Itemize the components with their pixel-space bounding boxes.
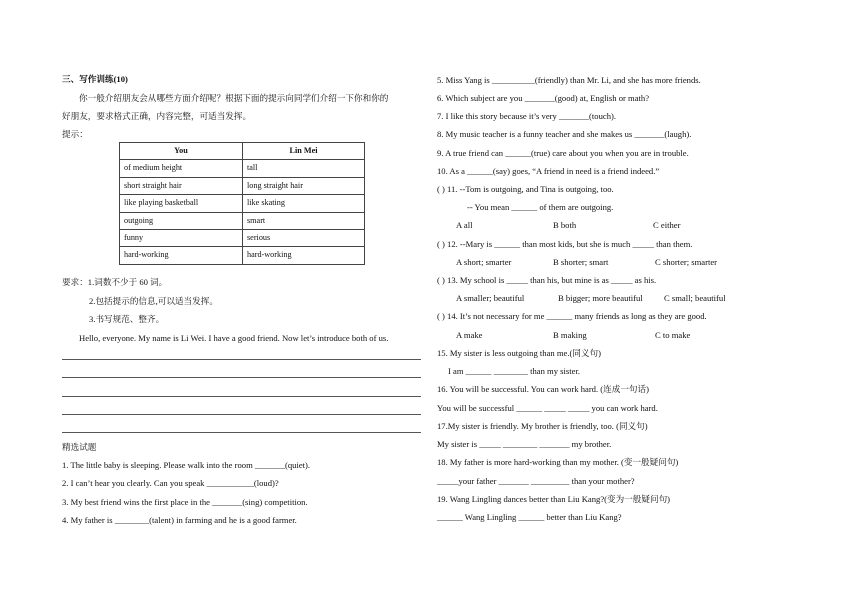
requirement-2: 2.包括提示的信息,可以适当发挥。 [89,296,218,306]
table-cell: serious [243,229,365,246]
writing-line[interactable] [62,359,421,360]
question-7: 7. I like this story because it’s very _______(touch). [437,111,616,121]
question-13: ( ) 13. My school is _____ than his, but mine is as _____ as his. [437,275,657,285]
option-b: B bigger; more beautiful [558,293,643,303]
writing-line[interactable] [62,414,421,415]
table-row [120,177,365,194]
writing-line[interactable] [62,432,421,433]
question-11-line-2: -- You mean ______ of them are outgoing. [467,202,614,212]
table-cell: short straight hair [120,177,243,194]
prompt-line-1: 你一般介绍朋友会从哪些方面介绍呢？根据下面的提示向同学们介绍一下你和你的 [79,93,389,103]
table-cell: outgoing [120,212,243,229]
question-17: 17.My sister is friendly. My brother is friendly, too. (同义句) [437,421,648,431]
table-cell: like playing basketball [120,195,243,212]
question-16: 16. You will be successful. You can work hard. (连成一句话) [437,384,649,394]
option-c: C to make [655,330,691,340]
table-header-lin-mei: Lin Mei [243,143,365,160]
question-17-answer-line: My sister is _____ ________ _______ my brother. [437,439,612,449]
question-2: 2. I can’t hear you clearly. Can you speak ___________(loud)? [62,478,279,488]
table-header-you: You [120,143,243,160]
table-cell: tall [243,160,365,177]
option-a: A smaller; beautiful [456,293,525,303]
option-b: B making [553,330,587,340]
question-1: 1. The little baby is sleeping. Please walk into the room _______(quiet). [62,460,311,470]
table-cell: smart [243,212,365,229]
question-14: ( ) 14. It’s not necessary for me ______ many friends as long as they are good. [437,311,707,321]
writing-line[interactable] [62,377,421,378]
question-18: 18. My father is more hard-working than my mother. (变一般疑问句) [437,457,679,467]
table-cell: funny [120,229,243,246]
question-3: 3. My best friend wins the first place in the _______(sing) competition. [62,497,308,507]
prompt-line-2: 好朋友，要求格式正确，内容完整，可适当发挥。 [62,111,252,121]
requirement-3: 3.书写规范、整齐。 [89,314,165,324]
table-cell: hard-working [243,247,365,264]
question-12: ( ) 12. --Mary is ______ than most kids, but she is much _____ than them. [437,239,693,249]
table-row [120,247,365,264]
writing-opening: Hello, everyone. My name is Li Wei. I have a good friend. Now let’s introduce both of us. [79,333,389,343]
table-cell: of medium height [120,160,243,177]
option-a: A all [456,220,473,230]
table-row [120,229,365,246]
table-row [120,195,365,212]
question-5: 5. Miss Yang is __________(friendly) than Mr. Li, and she has more friends. [437,75,701,85]
writing-line[interactable] [62,396,421,397]
option-c: C small; beautiful [664,293,726,303]
question-6: 6. Which subject are you _______(good) at, English or math? [437,93,650,103]
question-16-answer-line: You will be successful ______ _____ _____ you can work hard. [437,403,658,413]
question-10: 10. As a ______(say) goes, “A friend in need is a friend indeed.” [437,166,660,176]
option-b: B both [553,220,577,230]
option-a: A make [456,330,483,340]
option-a: A short; smarter [456,257,512,267]
section-title: 三、写作训练(10) [62,74,128,84]
table-cell: hard-working [120,247,243,264]
sub-section-title: 精选试题 [62,442,97,452]
question-19: 19. Wang Lingling dances better than Liu Kang?(变为一般疑问句) [437,494,671,504]
question-4: 4. My father is ________(talent) in farming and he is a good farmer. [62,515,297,525]
hint-table [119,142,365,265]
table-row [120,160,365,177]
question-15-answer-line: I am ______ ________ than my sister. [448,366,580,376]
table-header-row [120,143,365,160]
table-cell: long straight hair [243,177,365,194]
question-8: 8. My music teacher is a funny teacher and she makes us _______(laugh). [437,129,692,139]
option-c: C either [653,220,681,230]
requirement-1: 要求：1.词数不少于 60 词。 [62,277,168,287]
question-11: ( ) 11. --Tom is outgoing, and Tina is outgoing, too. [437,184,614,194]
hint-label: 提示： [62,129,88,139]
question-18-answer-line: _____your father _______ _________ than your mother? [437,476,635,486]
question-15: 15. My sister is less outgoing than me.(同义句) [437,348,601,358]
option-b: B shorter; smart [553,257,609,267]
question-19-answer-line: ______ Wang Lingling ______ better than Liu Kang? [437,512,622,522]
table-cell: like skating [243,195,365,212]
question-9: 9. A true friend can ______(true) care about you when you are in trouble. [437,148,689,158]
option-c: C shorter; smarter [655,257,718,267]
table-row [120,212,365,229]
